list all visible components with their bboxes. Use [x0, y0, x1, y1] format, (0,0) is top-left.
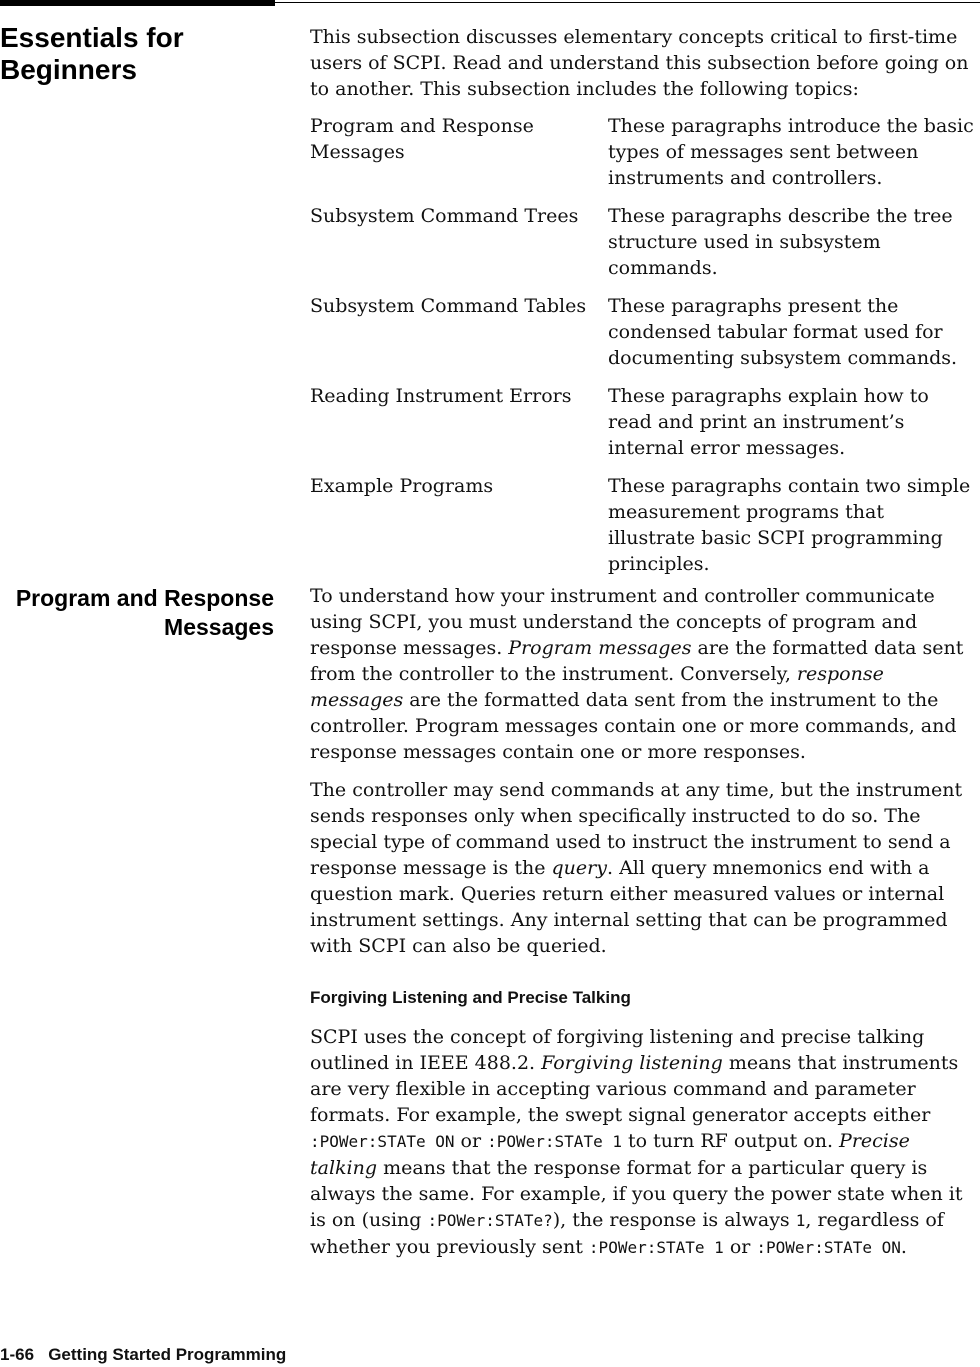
section-title	[0, 22, 270, 86]
topic-name: Subsystem Command Trees	[310, 205, 579, 227]
header-rule-thin	[275, 2, 980, 3]
code-power-state-on-b: :POWer:STATe ON	[756, 1238, 901, 1257]
topic-name: Program and Response Messages	[310, 115, 534, 163]
program-messages-term: Program messages	[508, 637, 692, 659]
topic-description: These paragraphs describe the tree structure used in subsystem commands.	[608, 205, 953, 279]
topic-name: Subsystem Command Tables	[310, 295, 587, 317]
section-title-line1: Essentials for	[0, 22, 184, 53]
intro-paragraph: This subsection discusses elementary concepts critical to first-time users of SCPI. Read and understand this subsection before going on to another. This subsection includes the following topics:	[310, 26, 969, 100]
program-response-body	[310, 583, 975, 971]
topic-description: These paragraphs present the condensed tabular format used for documenting subsystem commands.	[608, 295, 958, 369]
query-term: query	[551, 857, 607, 879]
topic-row	[310, 383, 975, 461]
topic-description: These paragraphs introduce the basic types of messages sent between instruments and controllers.	[608, 115, 974, 189]
code-power-state-1: :POWer:STATe 1	[487, 1132, 622, 1151]
program-response-paragraph-2: The controller may send commands at any time, but the instrument sends responses only when specifically instructed to do so. The special type of command used to instruct the instrument to send a response message is the query. All query mnemonics end with a question mark. Queries return either measured values or internal instrument settings. Any internal setting that can be programmed with SCPI can also be queried.	[310, 779, 963, 957]
page-number: 1-66	[0, 1345, 35, 1364]
topic-row	[310, 473, 975, 577]
program-response-heading	[0, 584, 274, 642]
header-rule-thick	[0, 0, 275, 6]
topic-row	[310, 203, 975, 281]
topic-row	[310, 113, 975, 191]
section-title-line2: Beginners	[0, 54, 137, 85]
forgiving-listening-paragraph: SCPI uses the concept of forgiving listening and precise talking outlined in IEEE 488.2. Forgiving listening means that instruments are very flexible in accepting various command and parameter formats. For example, the swept signal generator accepts either :POWer:STATe ON or :POWer:STATe 1 to turn RF output on. Precise talking means that the response format for a particular query is always the same. For example, if you query the power state when it is on (using :POWer:STATe?), the response is always 1, regardless of whether you previously sent :POWer:STATe 1 or :POWer:STATe ON.	[310, 1026, 963, 1258]
topic-name: Reading Instrument Errors	[310, 385, 572, 407]
code-power-state-on: :POWer:STATe ON	[310, 1132, 455, 1151]
page-footer	[0, 1343, 286, 1367]
forgiving-listening-subheading: Forgiving Listening and Precise Talking	[310, 988, 631, 1007]
program-response-heading-line2: Messages	[164, 614, 274, 640]
forgiving-listening-term: Forgiving listening	[541, 1052, 723, 1074]
program-response-paragraph-1: To understand how your instrument and controller communicate using SCPI, you must understand the concepts of program and response messages. Program messages are the formatted data sent from the controller to the instrument. Conversely, response messages are the formatted data sent from the instrument to the controller. Program messages contain one or more commands, and response messages contain one or more responses.	[310, 585, 964, 763]
running-title: Getting Started Programming	[48, 1345, 287, 1364]
topic-row	[310, 293, 975, 371]
topics-list	[310, 113, 975, 589]
code-power-state-query: :POWer:STATe?	[427, 1211, 553, 1230]
response-messages-term: response messages	[310, 663, 884, 711]
code-power-state-1-b: :POWer:STATe 1	[588, 1238, 724, 1257]
topic-description: These paragraphs contain two simple measurement programs that illustrate basic SCPI programming principles.	[608, 475, 971, 575]
program-response-heading-line1: Program and Response	[15, 585, 274, 611]
topic-description: These paragraphs explain how to read and print an instrument’s internal error messages.	[608, 385, 929, 459]
precise-talking-term: Precise talking	[310, 1130, 910, 1179]
topic-name: Example Programs	[310, 475, 494, 497]
code-response-1: 1	[795, 1211, 806, 1230]
